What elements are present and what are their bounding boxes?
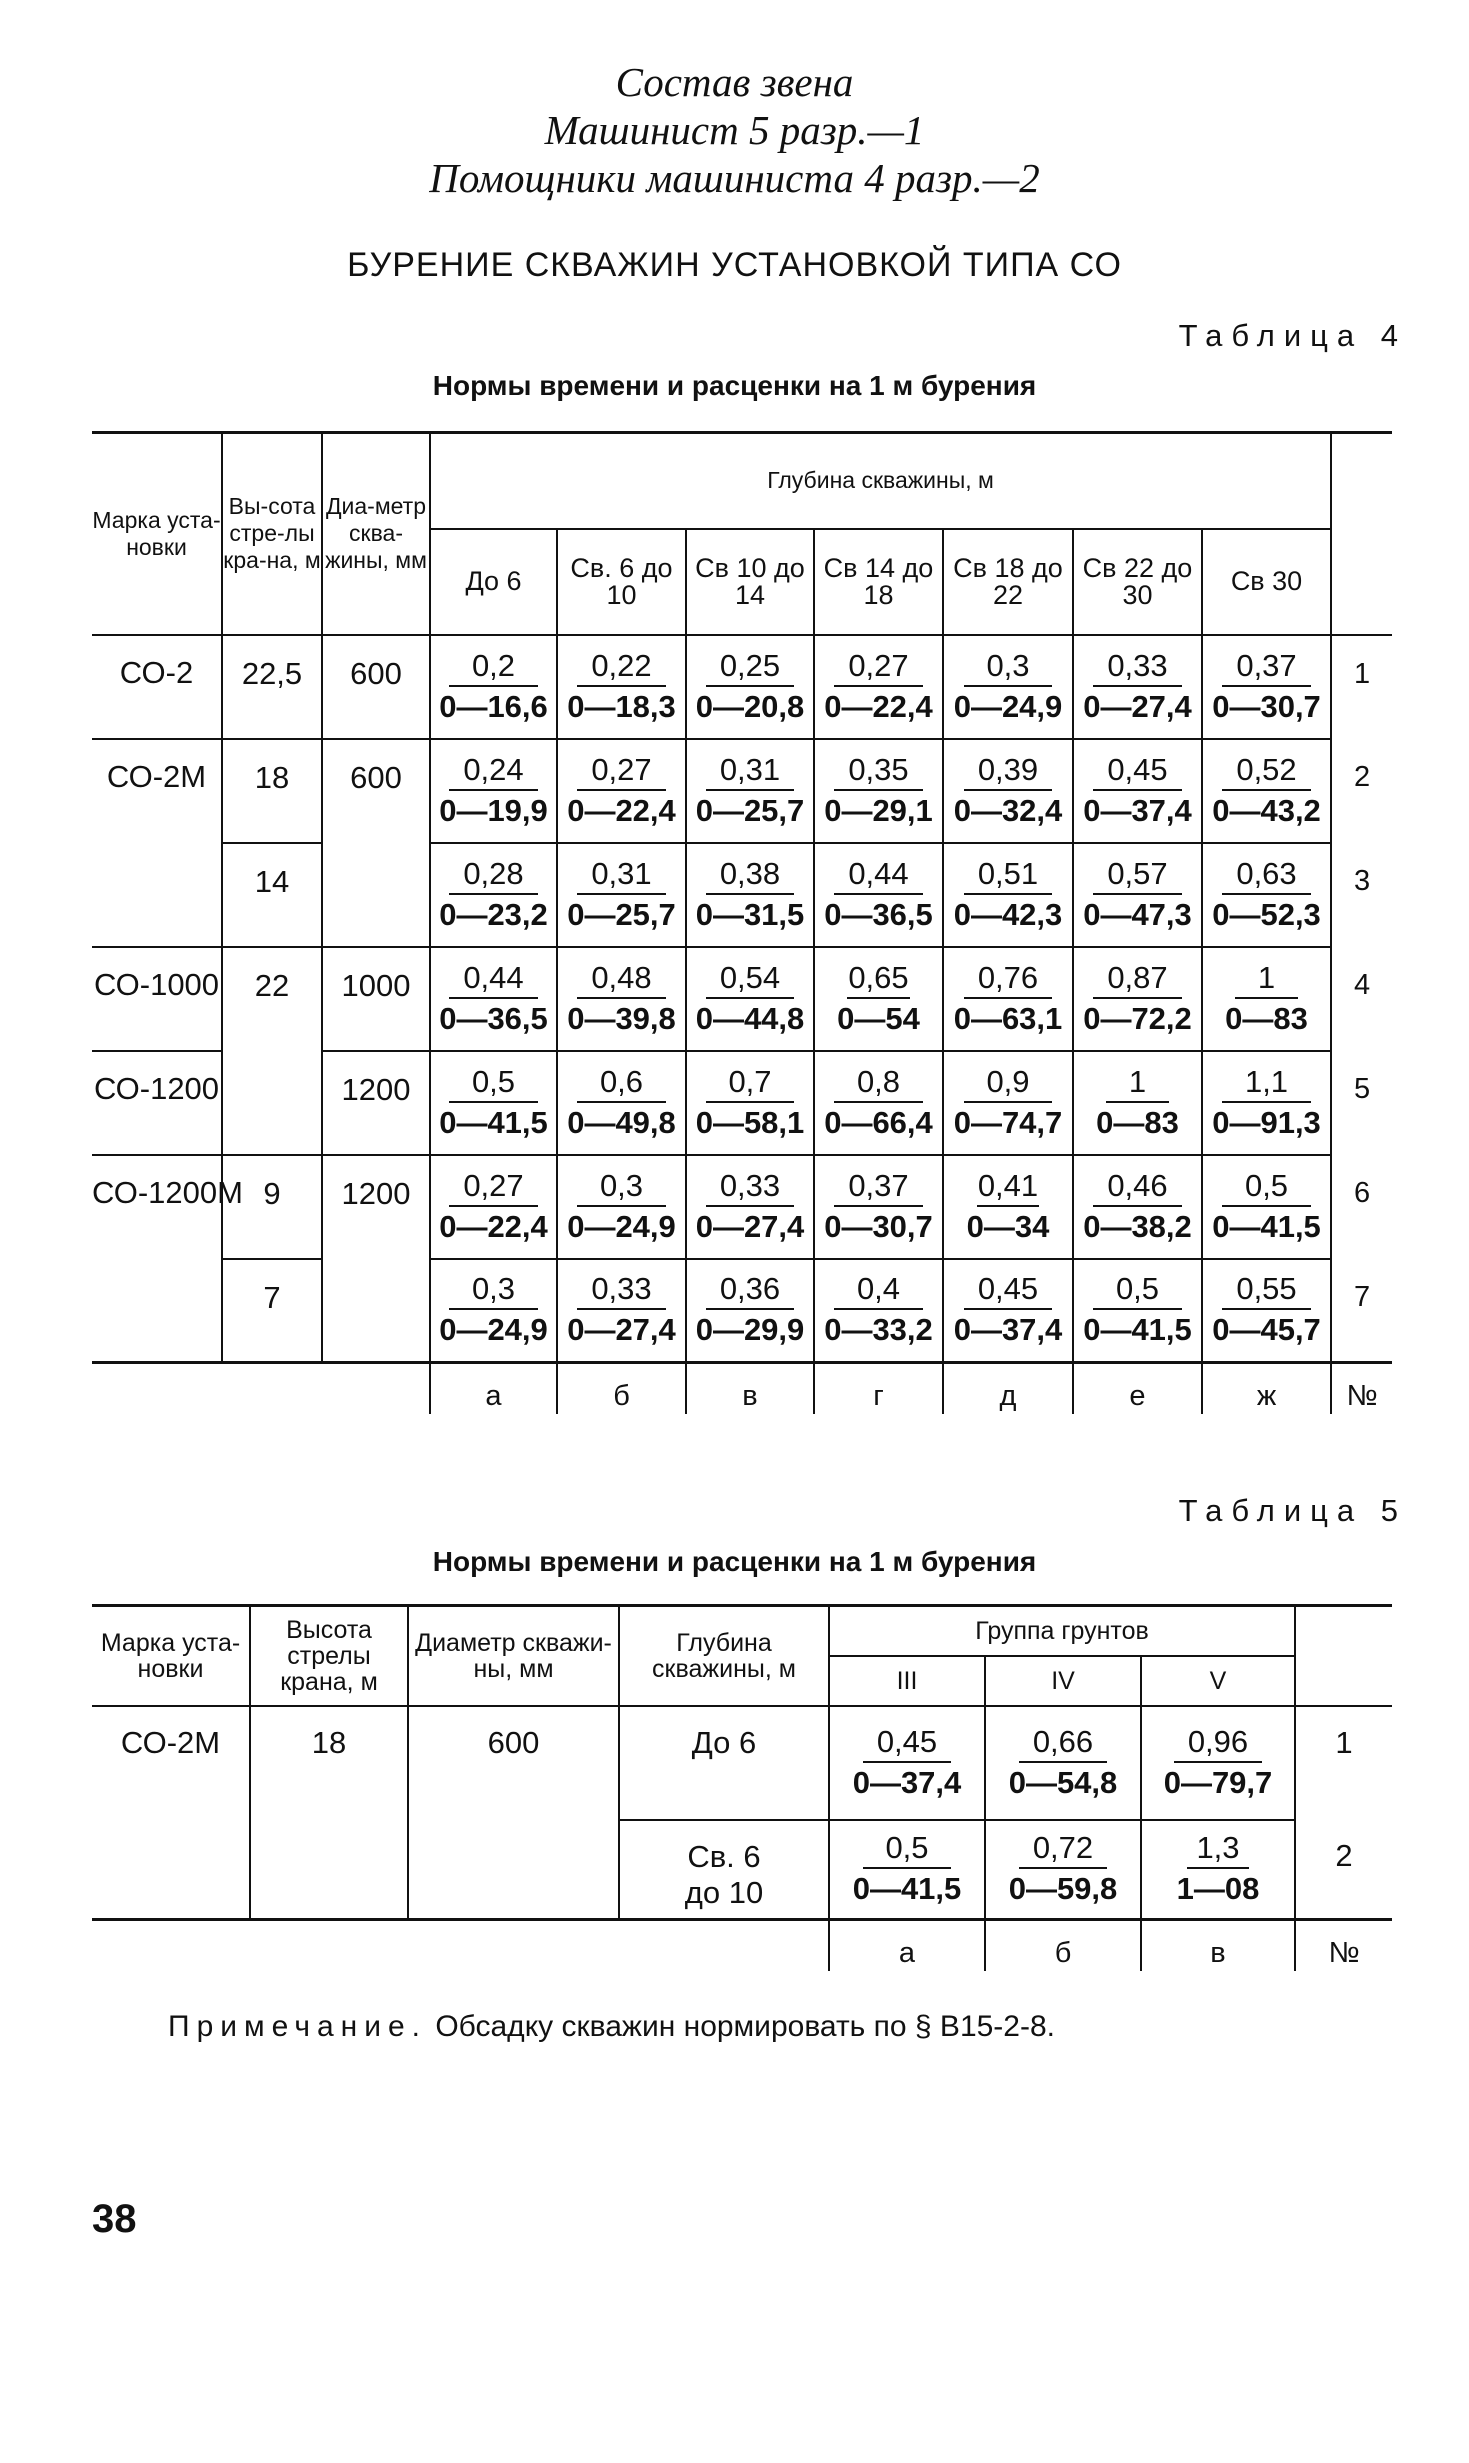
t5-header-depth: Глубина скважины, м	[619, 1606, 829, 1706]
t4-cell: $\frac{0,3}{0—24,9}$	[557, 1155, 686, 1259]
t4-row-num: 1	[1353, 657, 1371, 690]
t4-letter: е	[1073, 1363, 1202, 1415]
t5-letter-row	[92, 1920, 1392, 1972]
t4-cell: $\frac{0,9}{0—74,7}$	[943, 1051, 1073, 1155]
t5-header-height: Высота стрелы крана, м	[250, 1606, 408, 1706]
t5-group-2: V	[1141, 1656, 1295, 1706]
crew-composition	[0, 58, 1469, 202]
t5-group-0: III	[829, 1656, 985, 1706]
t4-row	[92, 1259, 1392, 1363]
t4-cell: $\frac{0,27}{0—22,4}$	[557, 739, 686, 843]
t4-letter-row	[92, 1363, 1392, 1415]
t5-header-diameter: Диаметр скважи-ны, мм	[408, 1606, 619, 1706]
t4-cell: $\frac{0,44}{0—36,5}$	[430, 947, 557, 1051]
t4-cell: $\frac{0,45}{0—37,4}$	[1073, 739, 1202, 843]
t4-cell: $\frac{0,37}{0—30,7}$	[1202, 635, 1331, 739]
t4-cell: $\frac{0,31}{0—25,7}$	[557, 843, 686, 947]
t4-brand: СО-2М	[92, 739, 222, 947]
t4-depth-5: Св 22 до 30	[1073, 529, 1202, 635]
t4-cell: $\frac{0,37}{0—30,7}$	[814, 1155, 943, 1259]
t4-row	[92, 635, 1392, 739]
t4-cell: $\frac{0,35}{0—29,1}$	[814, 739, 943, 843]
t4-cell: $\frac{0,39}{0—32,4}$	[943, 739, 1073, 843]
note-prefix: Примечание.	[168, 2010, 427, 2043]
t4-cell: $\frac{0,7}{0—58,1}$	[686, 1051, 814, 1155]
t4-cell: $\frac{0,8}{0—66,4}$	[814, 1051, 943, 1155]
t4-header-depth: Глубина скважины, м	[430, 433, 1331, 529]
t4-cell: $\frac{0,41}{0—34}$	[943, 1155, 1073, 1259]
t5-cell: $\frac{0,72}{0—59,8}$	[985, 1820, 1141, 1920]
t4-cell: $\frac{0,63}{0—52,3}$	[1202, 843, 1331, 947]
t4-row-num: 6	[1353, 1176, 1371, 1209]
t4-cell: $\frac{0,3}{0—24,9}$	[430, 1259, 557, 1363]
t5-cell: $\frac{0,45}{0—37,4}$	[829, 1706, 985, 1820]
t4-height: 14	[222, 843, 322, 947]
t4-cell: $\frac{0,33}{0—27,4}$	[686, 1155, 814, 1259]
t5-letter-spacer	[92, 1920, 829, 1972]
t4-cell: $\frac{0,22}{0—18,3}$	[557, 635, 686, 739]
t4-height: 22,5	[222, 635, 322, 739]
t5-letter: в	[1141, 1920, 1295, 1972]
t4-diameter: 600	[322, 635, 430, 739]
t4-brand: СО-1200	[92, 1051, 222, 1155]
table4-caption: Нормы времени и расценки на 1 м бурения	[432, 370, 1037, 401]
t4-cell: $\frac{0,76}{0—63,1}$	[943, 947, 1073, 1051]
note	[168, 2010, 1055, 2044]
t4-cell: $\frac{1}{0—83}$	[1073, 1051, 1202, 1155]
t4-cell: $\frac{0,2}{0—16,6}$	[430, 635, 557, 739]
table5	[92, 1604, 1392, 1971]
section-title: БУРЕНИЕ СКВАЖИН УСТАНОВКОЙ ТИПА СО	[347, 246, 1122, 284]
t4-cell: $\frac{0,87}{0—72,2}$	[1073, 947, 1202, 1051]
t4-letter-spacer	[92, 1363, 430, 1415]
t4-brand: СО-1000	[92, 947, 222, 1051]
t4-cell: $\frac{0,57}{0—47,3}$	[1073, 843, 1202, 947]
t4-height: 22	[222, 947, 322, 1155]
t5-cell: $\frac{0,66}{0—54,8}$	[985, 1706, 1141, 1820]
t4-row-num: 5	[1353, 1072, 1371, 1105]
t4-diameter: 1200	[322, 1155, 430, 1363]
t4-cell: $\frac{0,65}{0—54}$	[814, 947, 943, 1051]
t4-cell: $\frac{0,6}{0—49,8}$	[557, 1051, 686, 1155]
t5-row-num: 2	[1295, 1820, 1392, 1920]
t4-cell: $\frac{0,33}{0—27,4}$	[557, 1259, 686, 1363]
t4-cell: $\frac{0,54}{0—44,8}$	[686, 947, 814, 1051]
t4-diameter: 1000	[322, 947, 430, 1051]
t4-cell: $\frac{0,4}{0—33,2}$	[814, 1259, 943, 1363]
t4-cell: $\frac{0,55}{0—45,7}$	[1202, 1259, 1331, 1363]
t4-height: 7	[222, 1259, 322, 1363]
t4-letter: г	[814, 1363, 943, 1415]
table4	[92, 431, 1392, 1414]
t4-letter: а	[430, 1363, 557, 1415]
t4-cell: $\frac{0,36}{0—29,9}$	[686, 1259, 814, 1363]
crew-heading: Состав звена	[615, 59, 854, 105]
t5-brand: СО-2М	[92, 1706, 250, 1920]
t5-cell: $\frac{0,96}{0—79,7}$	[1141, 1706, 1295, 1820]
t4-cell: $\frac{0,28}{0—23,2}$	[430, 843, 557, 947]
t4-depth-0: До 6	[430, 529, 557, 635]
t4-header-num	[1331, 433, 1392, 635]
t4-depth-6: Св 30	[1202, 529, 1331, 635]
t4-cell: $\frac{1}{0—83}$	[1202, 947, 1331, 1051]
t4-cell: $\frac{0,52}{0—43,2}$	[1202, 739, 1331, 843]
t4-row-num: 2	[1353, 760, 1371, 793]
t5-depth-0: До 6	[619, 1706, 829, 1820]
t4-row-num: 3	[1353, 864, 1371, 897]
t5-letter: б	[985, 1920, 1141, 1972]
t4-brand: СО-2	[92, 635, 222, 739]
table5-number: Таблица 5	[1178, 1493, 1407, 1528]
t5-letter: а	[829, 1920, 985, 1972]
t4-diameter: 1200	[322, 1051, 430, 1155]
crew-operator: Машинист 5 разр.—1	[544, 107, 925, 153]
t4-cell: $\frac{0,5}{0—41,5}$	[1202, 1155, 1331, 1259]
t5-cell: $\frac{1,3}{1—08}$	[1141, 1820, 1295, 1920]
t4-depth-4: Св 18 до 22	[943, 529, 1073, 635]
t5-header-brand: Марка уста-новки	[92, 1606, 250, 1706]
note-text: Обсадку скважин нормировать по § В15-2-8.	[426, 2010, 1055, 2043]
page-number: 38	[92, 2197, 137, 2241]
t4-brand: СО-1200М	[92, 1155, 222, 1363]
t4-height: 9	[222, 1155, 322, 1259]
t4-row-num: 4	[1353, 968, 1371, 1001]
t4-cell: $\frac{1,1}{0—91,3}$	[1202, 1051, 1331, 1155]
t4-cell: $\frac{0,27}{0—22,4}$	[430, 1155, 557, 1259]
t4-cell: $\frac{0,31}{0—25,7}$	[686, 739, 814, 843]
t4-cell: $\frac{0,46}{0—38,2}$	[1073, 1155, 1202, 1259]
t4-row-num: 7	[1331, 1259, 1392, 1363]
t4-letter-num: №	[1346, 1379, 1378, 1412]
t4-depth-2: Св 10 до 14	[686, 529, 814, 635]
t4-cell: $\frac{0,24}{0—19,9}$	[430, 739, 557, 843]
t5-group-1: IV	[985, 1656, 1141, 1706]
t5-header-num	[1295, 1606, 1392, 1706]
t5-row-num: 1	[1335, 1724, 1353, 1760]
t4-letter: б	[557, 1363, 686, 1415]
t4-letter: ж	[1202, 1363, 1331, 1415]
t4-cell: $\frac{0,3}{0—24,9}$	[943, 635, 1073, 739]
t4-body	[92, 635, 1392, 1363]
t4-cell: $\frac{0,33}{0—27,4}$	[1073, 635, 1202, 739]
t4-letter: д	[943, 1363, 1073, 1415]
t5-height: 18	[250, 1706, 408, 1920]
t4-row	[92, 843, 1392, 947]
t5-diameter: 600	[408, 1706, 619, 1920]
t4-cell: $\frac{0,51}{0—42,3}$	[943, 843, 1073, 947]
table5-caption: Нормы времени и расценки на 1 м бурения	[432, 1546, 1037, 1577]
t4-height: 18	[222, 739, 322, 843]
t4-depth-3: Св 14 до 18	[814, 529, 943, 635]
t4-letter: в	[686, 1363, 814, 1415]
t4-cell: $\frac{0,38}{0—31,5}$	[686, 843, 814, 947]
t5-letter-num: №	[1328, 1936, 1360, 1969]
t4-row	[92, 1155, 1392, 1259]
t4-cell: $\frac{0,5}{0—41,5}$	[430, 1051, 557, 1155]
t4-cell: $\frac{0,25}{0—20,8}$	[686, 635, 814, 739]
t4-cell: $\frac{0,44}{0—36,5}$	[814, 843, 943, 947]
t5-header-group: Группа грунтов	[829, 1606, 1295, 1656]
t4-cell: $\frac{0,48}{0—39,8}$	[557, 947, 686, 1051]
t5-depth-1: Св. 6 до 10	[619, 1820, 829, 1920]
t4-header-diameter: Диа-метр сква-жины, мм	[322, 433, 430, 635]
t4-row	[92, 739, 1392, 843]
t4-diameter: 600	[322, 739, 430, 947]
t4-cell: $\frac{0,5}{0—41,5}$	[1073, 1259, 1202, 1363]
crew-assistants: Помощники машиниста 4 разр.—2	[429, 155, 1040, 201]
table4-number: Таблица 4	[1178, 318, 1407, 353]
t4-header-brand: Марка уста-новки	[92, 433, 222, 635]
t4-header-height: Вы-сота стре-лы кра-на, м	[222, 433, 322, 635]
t4-cell: $\frac{0,27}{0—22,4}$	[814, 635, 943, 739]
t4-row	[92, 947, 1392, 1051]
t5-cell: $\frac{0,5}{0—41,5}$	[829, 1820, 985, 1920]
t4-cell: $\frac{0,45}{0—37,4}$	[943, 1259, 1073, 1363]
t4-depth-1: Св. 6 до 10	[557, 529, 686, 635]
